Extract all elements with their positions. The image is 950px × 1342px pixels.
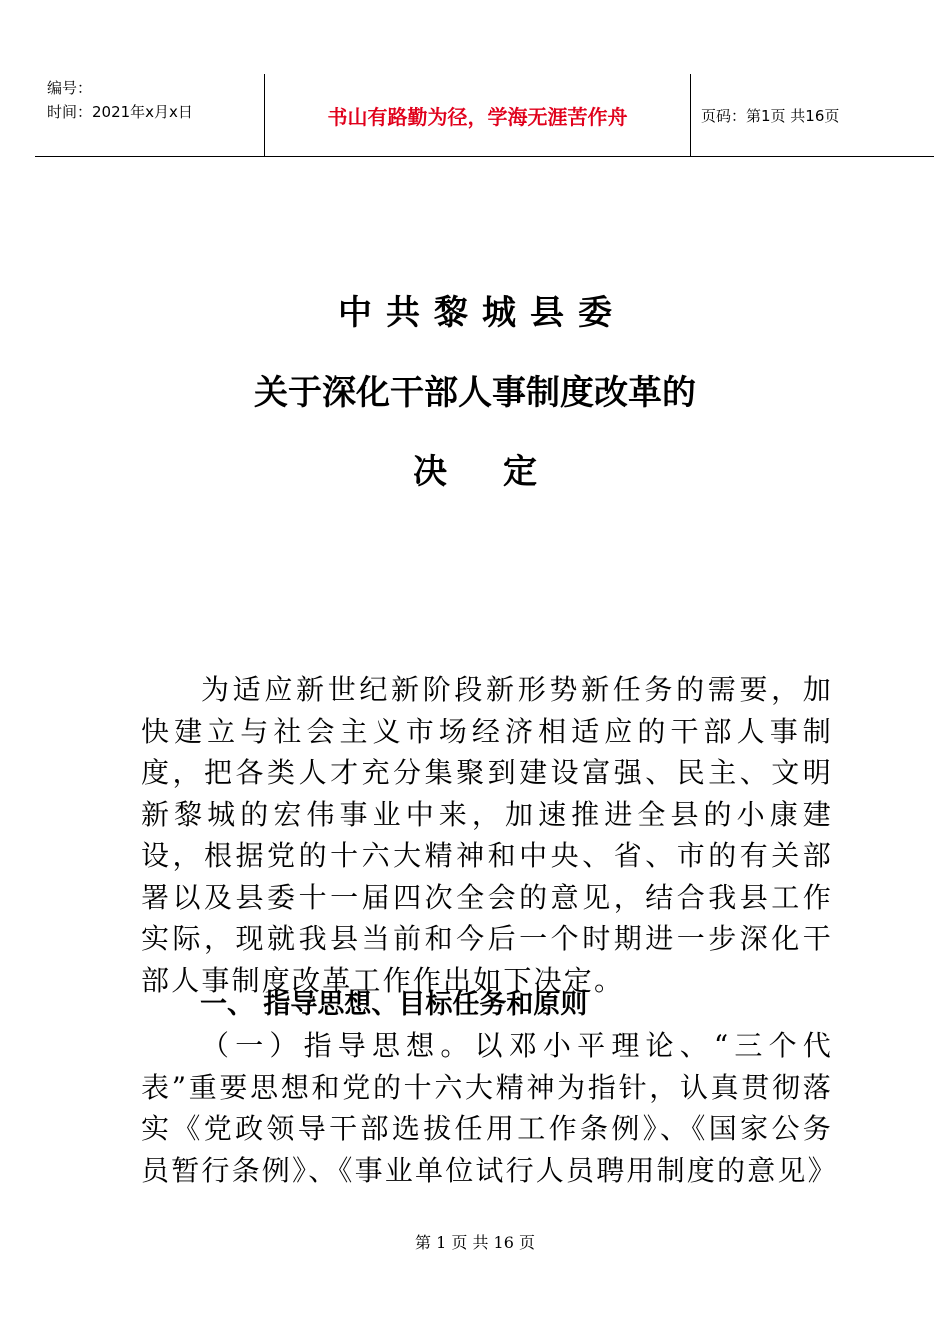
intro-paragraph: 为适应新世纪新阶段新形势新任务的需要，加快建立与社会主义市场经济相适应的干部人事制度，把各类人才充分集聚到建设富强、民主、文明新黎城的宏伟事业中来，加速推进全县的小康建设，根据党的十六大精神和中央、省、市的有关部署以及县委十一届四次全会的意见，结合我县工作实际，现就我县当前和今后一个时期进一步深化干部人事制度改革工作作出如下决定。 (141, 673, 833, 997)
guiding-ideology-paragraph: （一）指导思想。以邓小平理论、“三个代表”重要思想和党的十六大精神为指针，认真贯彻落实《党政领导干部选拔任用工作条例》、《国家公务员暂行条例》、《事业单位试行人员聘用制度的意见》 (141, 1029, 838, 1187)
motto-text: 书山有路勤为径，学海无涯苦作舟 (327, 105, 628, 129)
section-heading: 一、 指导思想、目标任务和原则 (200, 989, 588, 1020)
title-line-subject: 关于深化干部人事制度改革的 (254, 373, 696, 413)
header-motto-cell (265, 74, 691, 156)
page-code: 页码：第1页 共16页 (701, 107, 840, 125)
page-footer: 第 1 页 共 16 页 (415, 1233, 535, 1252)
header-meta-cell (35, 74, 265, 156)
serial-number-label: 编号： (47, 79, 93, 97)
header-page-cell (691, 74, 934, 156)
title-line-issuer: 中共黎城县委 (338, 293, 626, 333)
date-label: 时间：2021年x月x日 (47, 103, 193, 121)
title-line-decision: 决定 (413, 452, 593, 492)
document-header (35, 74, 934, 157)
